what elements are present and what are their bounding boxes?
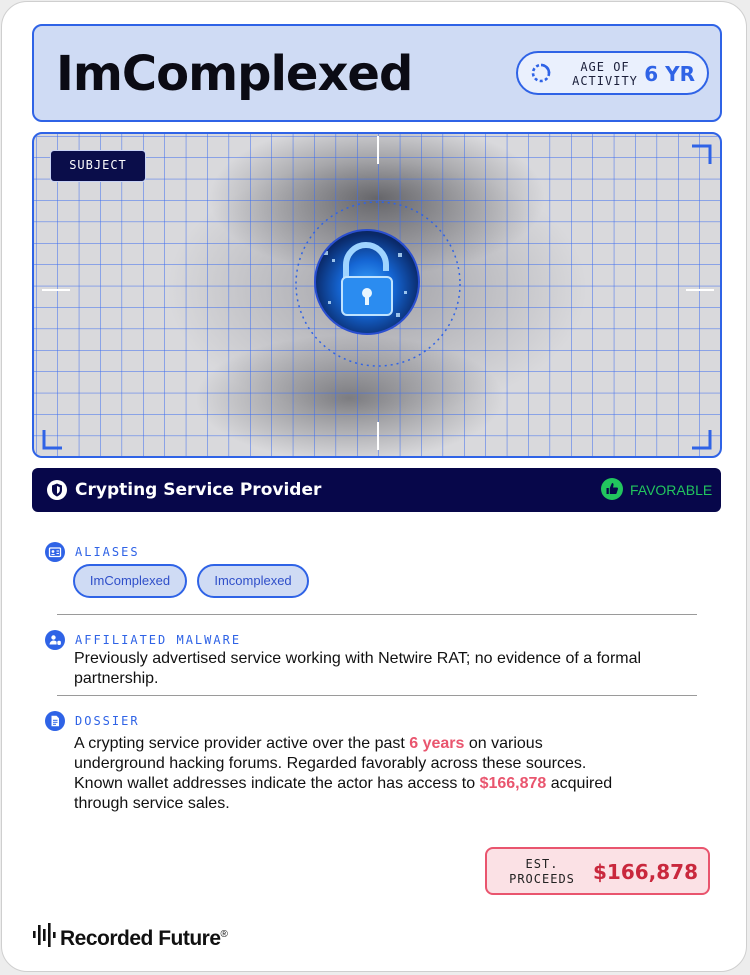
proceeds-value: $166,878 bbox=[592, 860, 698, 884]
affiliated-malware-text: Previously advertised service working with Netwire RAT; no evidence of a formal partnership. bbox=[74, 650, 642, 687]
circular-progress-icon bbox=[530, 62, 552, 84]
dossier-highlight-amount: $166,878 bbox=[479, 775, 547, 792]
age-label-line-2: ACTIVITY bbox=[572, 74, 638, 88]
document-icon bbox=[45, 711, 65, 731]
dossier-text-part: on various underground hacking forums. Regarded favorably across these sources. Known wallet addresses indicate the actor has access to bbox=[74, 735, 587, 792]
alias-chip: ImComplexed bbox=[73, 564, 187, 598]
age-of-activity-value: 6 YR bbox=[644, 62, 695, 86]
header bbox=[32, 24, 722, 122]
brand-name-text: Recorded Future bbox=[60, 927, 221, 950]
thumbs-up-icon bbox=[601, 478, 623, 500]
recorded-future-logo bbox=[32, 920, 58, 950]
estimated-proceeds-badge bbox=[485, 847, 710, 895]
user-bug-icon bbox=[45, 630, 65, 650]
id-card-icon bbox=[45, 542, 65, 562]
padlock-image bbox=[314, 229, 420, 335]
proceeds-label-line-2: PROCEEDS bbox=[509, 872, 575, 886]
sentiment-label: FAVORABLE bbox=[630, 482, 713, 498]
proceeds-label bbox=[497, 857, 587, 887]
dossier-heading: DOSSIER bbox=[75, 714, 140, 728]
alias-chip: Imcomplexed bbox=[197, 564, 309, 598]
subject-image-panel bbox=[32, 132, 722, 458]
dossier-text bbox=[74, 734, 634, 814]
trademark-symbol: ® bbox=[220, 929, 228, 940]
brand-name bbox=[60, 921, 227, 953]
padlock-icon bbox=[316, 231, 418, 333]
actor-name: ImComplexed bbox=[56, 46, 413, 102]
dossier-text-part: acquired through service sales. bbox=[74, 775, 613, 812]
section-divider bbox=[57, 695, 697, 696]
dossier-highlight-years: 6 years bbox=[409, 735, 465, 752]
subject-tag: SUBJECT bbox=[50, 150, 146, 182]
aliases-heading: ALIASES bbox=[75, 545, 140, 559]
affiliated-malware-heading: AFFILIATED MALWARE bbox=[75, 633, 242, 647]
age-label-line-1: AGE OF bbox=[580, 60, 630, 74]
provider-bar bbox=[32, 468, 721, 512]
dossier-text-part: A crypting service provider active over the past bbox=[74, 735, 410, 752]
proceeds-label-line-1: EST. bbox=[525, 857, 559, 871]
shield-icon bbox=[46, 479, 68, 501]
age-of-activity-label bbox=[566, 60, 644, 88]
age-of-activity-badge bbox=[516, 51, 709, 95]
threat-actor-card bbox=[1, 1, 747, 972]
section-divider bbox=[57, 614, 697, 615]
provider-type-label: Crypting Service Provider bbox=[75, 480, 322, 500]
